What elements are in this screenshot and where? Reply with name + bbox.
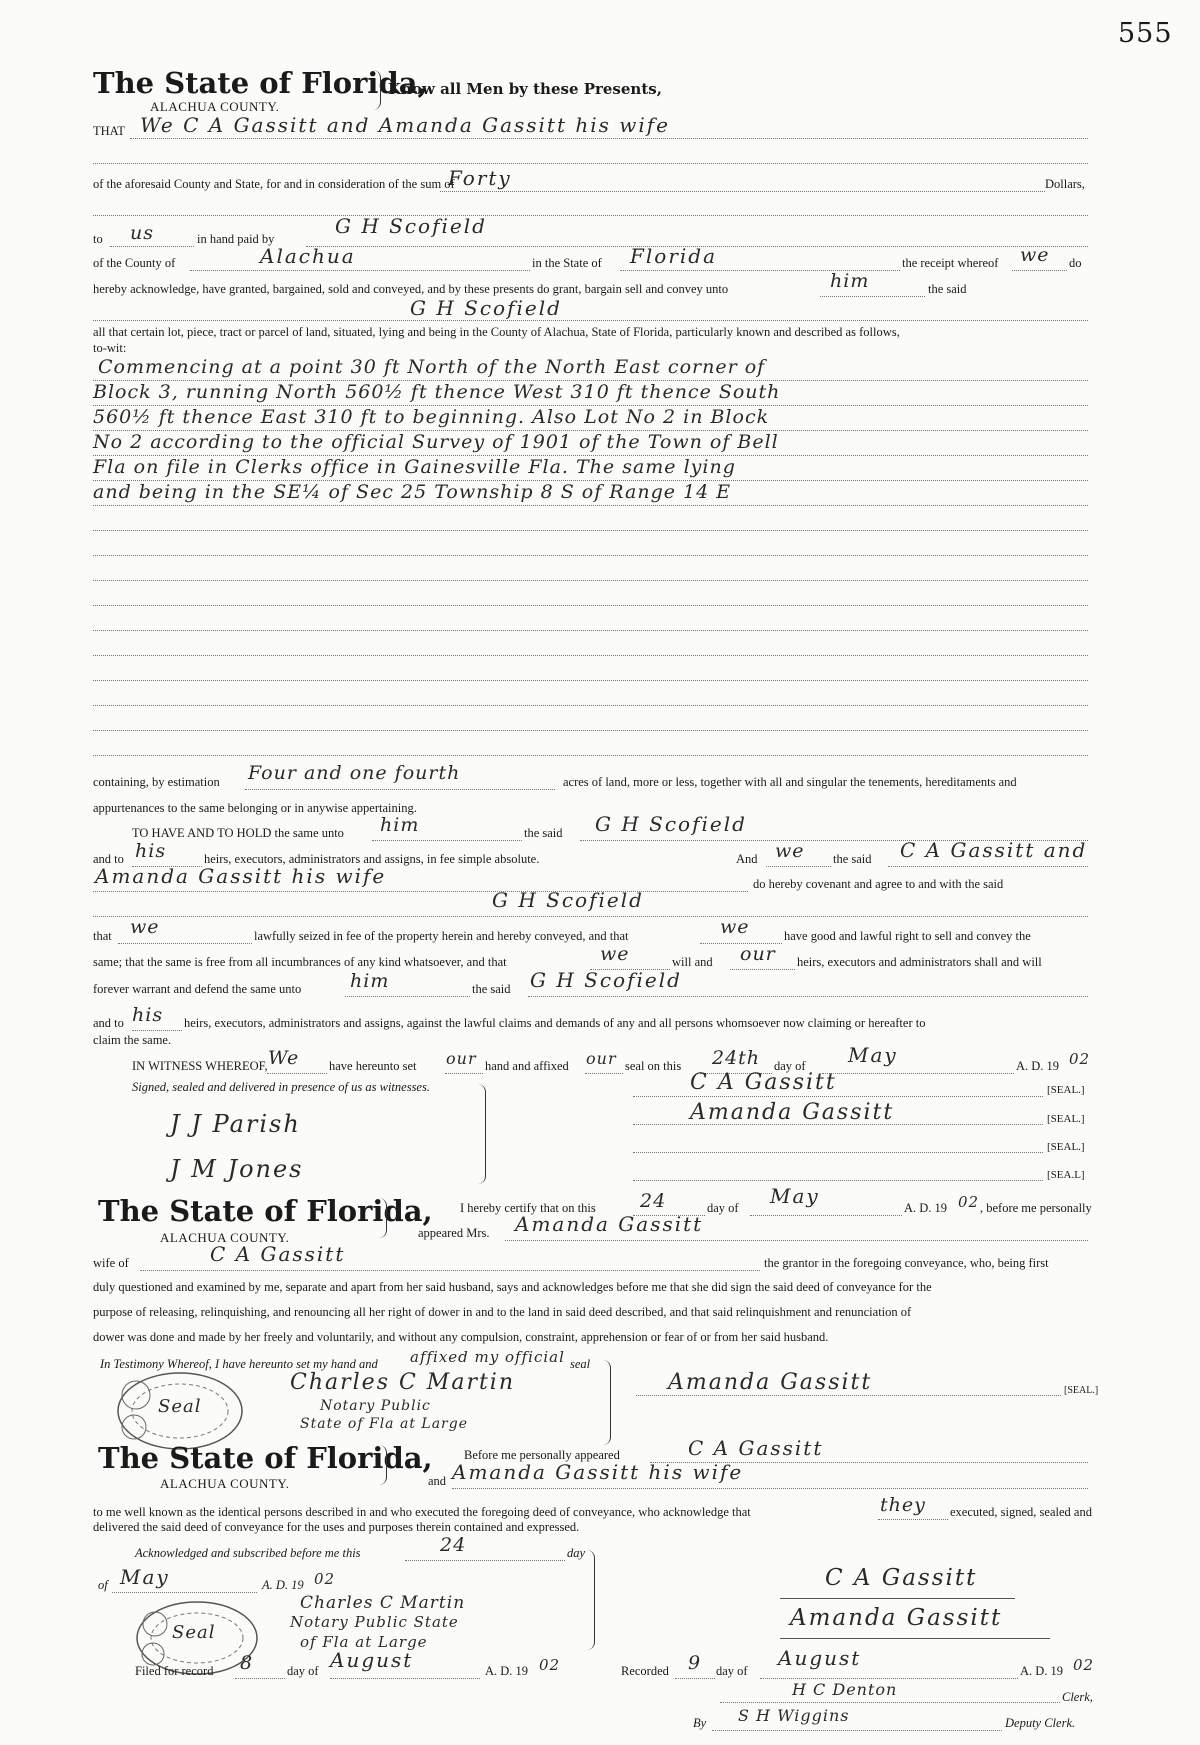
witness-day-handwritten: 24th [712,1047,761,1069]
acknowledge-text: hereby acknowledge, have granted, bargained, sold and conveyed, and by these presents do grant, bargain sell and convey unto [93,282,729,296]
witness-whereof-label: IN WITNESS WHEREOF, [132,1059,268,1073]
grantors-handwritten: We C A Gassitt and Amanda Gassitt his wife [140,113,671,137]
our-handwritten-2: our [586,1049,617,1068]
containing-label: containing, by estimation [93,775,220,789]
wife-of-label: wife of [93,1256,129,1270]
hand-label: hand and affixed [485,1059,569,1073]
covenant-grantee-handwritten: G H Scofield [492,888,644,912]
filed-label: Filed for record [135,1664,214,1678]
grantor-text: the grantor in the foregoing conveyance, who, being first [764,1256,1049,1270]
rec-day-handwritten: 9 [688,1652,702,1674]
habendum-unto-handwritten: him [380,814,420,836]
cert2-ad-label: A. D. 19 [262,1578,304,1592]
all-that-text: all that certain lot, piece, tract or parcel of land, situated, lying and being in the County of Alachua, State of Florida, particularly known and described as follows, [93,325,900,339]
witness-month-handwritten: May [848,1043,898,1067]
notary2-signature: Charles C Martin [300,1593,466,1613]
cert1-brace [378,1198,387,1238]
cert2-of-label: of [98,1578,108,1592]
cert2-and-label: and [428,1474,447,1488]
seal-word: seal [570,1357,591,1371]
good-handwritten: we [720,916,750,938]
ad-label: A. D. 19 [1016,1059,1060,1073]
receipt-label: the receipt whereof [902,256,999,270]
seal-label-2: [SEAL.] [1047,1113,1085,1125]
county-handwritten: Alachua [260,244,356,268]
we-handwritten: we [775,840,805,862]
deputy-signature: S H Wiggins [738,1706,850,1725]
warrant-said-label: the said [472,982,511,996]
the-said-label: the said [928,282,967,296]
signed-in-presence-text: Signed, sealed and delivered in presence of us as witnesses. [132,1080,430,1094]
filed-day-handwritten: 8 [240,1652,254,1674]
day-of-label: day of [774,1059,806,1073]
grantor1-signature: C A Gassitt [690,1070,837,1095]
cert1-signature: Amanda Gassitt [668,1370,873,1395]
witness2-signature: J M Jones [170,1155,304,1183]
affixed-handwritten: affixed my official [410,1348,565,1366]
clerk-label: Clerk, [1062,1690,1093,1704]
sum-handwritten: Forty [448,166,512,190]
rec-month-handwritten: August [778,1646,862,1670]
habendum-label: TO HAVE AND TO HOLD the same unto [132,826,344,840]
our-handwritten: our [740,943,776,965]
appeared-mrs-label: appeared Mrs. [418,1226,490,1240]
warrant-grantee-handwritten: G H Scofield [530,968,682,992]
description-line: Block 3, running North 560½ ft thence West 310 ft thence South [93,381,781,403]
grantors-handwritten-2: C A Gassitt and [900,838,1088,862]
grantors-handwritten-3: Amanda Gassitt his wife [95,864,387,888]
by-label: By [693,1716,707,1730]
county-label-3: ALACHUA COUNTY. [160,1476,290,1491]
in-hand-paid-label: in hand paid by [197,232,275,246]
the-said-label-2: the said [833,852,872,866]
header-brace [372,70,381,110]
rec-ad-label: A. D. 19 [1020,1664,1064,1678]
filed-day-of: day of [287,1664,319,1678]
county-label: ALACHUA COUNTY. [150,99,280,114]
description-line: Commencing at a point 30 ft North of the North East corner of [98,356,766,378]
executed-text: executed, signed, sealed and [950,1505,1092,1519]
they-handwritten: they [880,1494,926,1516]
description-line: 560½ ft thence East 310 ft to beginning. Also Lot No 2 in Block [93,406,770,428]
notary2-state: of Fla at Large [300,1633,428,1651]
notary2-title: Notary Public State [290,1613,459,1631]
seal-label-1: [SEAL.] [1047,1084,1085,1096]
testimony-text: In Testimony Whereof, I have hereunto set my hand and [100,1357,378,1371]
free-text: same; that the same is free from all incumbrances of any kind whatsoever, and that [93,955,507,969]
clerk-signature: H C Denton [792,1680,898,1699]
seal-stamp-2: Seal [172,1622,216,1643]
state-handwritten: Florida [630,244,717,268]
notary1-signature: Charles C Martin [290,1370,516,1395]
cert1-ad-label: A. D. 19 [904,1201,948,1215]
his-handwritten-2: his [132,1004,164,1026]
will-text: heirs, executors and administrators shall and will [797,955,1042,969]
cert1-body-line: dower was done and made by her freely and voluntarily, and without any compulsion, constraint, apprehension or fear of or from her said husband. [93,1330,829,1344]
witness-brace [475,1084,486,1184]
cert2-sig1: C A Gassitt [825,1565,978,1591]
seized-handwritten: we [130,916,160,938]
cert1-day-handwritten: 24 [640,1190,667,1212]
to-handwritten: us [130,222,154,244]
rec-day-of: day of [716,1664,748,1678]
unto-handwritten: him [830,270,870,292]
witness1-signature: J J Parish [170,1110,301,1138]
covenant-text: do hereby covenant and agree to and with the said [753,877,1004,891]
acknowledged-text: Acknowledged and subscribed before me this [135,1546,361,1560]
cert2-year-handwritten: 02 [314,1570,336,1588]
notary1-state: State of Fla at Large [300,1416,468,1432]
his-handwritten: his [135,840,167,862]
payer-handwritten: G H Scofield [335,214,487,238]
known-text: to me well known as the identical persons described in and who executed the foregoing deed of conveyance, who acknowledge that [93,1505,751,1519]
to-label: to [93,232,103,246]
and-label: And [736,852,758,866]
delivered-text: delivered the said deed of conveyance for the uses and purposes therein contained and expressed. [93,1520,580,1534]
receipt-handwritten: we [1020,244,1050,266]
claims-text: heirs, executors, administrators and assigns, against the lawful claims and demands of any and all persons whomsoever now claiming or hereafter to [184,1016,926,1030]
seized-text: lawfully seized in fee of the property herein and hereby conveyed, and that [254,929,629,943]
warrant-unto-handwritten: him [350,970,390,992]
mrs-handwritten: Amanda Gassitt [515,1212,704,1236]
will-label: will and [672,955,713,969]
rec-year-handwritten: 02 [1073,1656,1095,1674]
before-personally-text: , before me personally [980,1201,1092,1215]
certify-text: I hereby certify that on this [460,1201,596,1215]
our-handwritten-1: our [446,1049,477,1068]
acres-handwritten: Four and one fourth [248,762,461,784]
cert1-notary-brace [600,1360,611,1445]
claim-same-text: claim the same. [93,1033,172,1047]
acres-text: acres of land, more or less, together with all and singular the tenements, hereditaments and [563,775,1017,789]
description-line: Fla on file in Clerks office in Gainesville Fla. The same lying [93,456,736,478]
filed-ad-label: A. D. 19 [485,1664,529,1678]
cert1-month-handwritten: May [770,1184,820,1208]
seal-stamp-1: Seal [158,1396,202,1417]
to-wit-label: to-wit: [93,341,127,355]
filed-month-handwritten: August [330,1648,414,1672]
cert1-day-of: day of [707,1201,739,1215]
cert1-body-line: purpose of releasing, relinquishing, and renouncing all her right of dower in and to the land in said deed described, and that said relinquishment and renunciation of [93,1305,912,1319]
witness-we-handwritten: We [268,1047,300,1069]
seal-on-label: seal on this [625,1059,682,1073]
cert1-body-line: duly questioned and examined by me, separate and apart from her said husband, says and acknowledges before me that she did sign the said deed of conveyance for the [93,1280,932,1294]
do-label: do [1069,256,1082,270]
habendum-grantee-handwritten: G H Scofield [595,812,747,836]
deputy-clerk-label: Deputy Clerk. [1005,1716,1076,1730]
cert2-sig2: Amanda Gassitt [790,1605,1003,1631]
that-label-2: that [93,929,112,943]
grantor2-signature: Amanda Gassitt [690,1100,895,1125]
page-number: 555 [1118,18,1173,49]
dollars-label: Dollars, [1045,177,1085,191]
cert2-notary-brace [584,1550,595,1650]
seal-label-4: [SEA.L] [1047,1169,1085,1181]
state-title: The State of Florida, [93,66,428,100]
state-title-3: The State of Florida, [98,1441,433,1475]
husband-handwritten: C A Gassitt [210,1242,346,1266]
cert2-day-label: day [567,1546,586,1560]
cert2-day-handwritten: 24 [440,1534,467,1556]
cert2-person1-handwritten: C A Gassitt [688,1436,824,1460]
that-label: THAT [93,124,125,138]
notary1-title: Notary Public [320,1398,431,1414]
cert1-year-handwritten: 02 [958,1193,980,1211]
cert2-brace [378,1445,387,1485]
set-label: have hereunto set [329,1059,417,1073]
county-label-2: ALACHUA COUNTY. [160,1230,290,1245]
good-text: have good and lawful right to sell and convey the [784,929,1031,943]
cert2-month-handwritten: May [120,1565,170,1589]
warrant-text: forever warrant and defend the same unto [93,982,302,996]
description-line: and being in the SE¼ of Sec 25 Township 8 S of Range 14 E [93,481,732,503]
description-line: No 2 according to the official Survey of 1901 of the Town of Bell [93,431,779,453]
and-to-label-2: and to [93,1016,124,1030]
consideration-text: of the aforesaid County and State, for and in consideration of the sum of [93,177,455,191]
heirs-text: heirs, executors, administrators and assigns, in fee simple absolute. [204,852,540,866]
of-county-label: of the County of [93,256,176,270]
cert1-seal-label: [SEAL.] [1064,1385,1099,1396]
state-title-2: The State of Florida, [98,1194,433,1228]
witness-year-handwritten: 02 [1069,1050,1091,1068]
know-all-men-heading: Know all Men by these Presents, [388,80,662,98]
grantee-handwritten: G H Scofield [410,296,562,320]
cert2-before-text: Before me personally appeared [464,1448,620,1462]
recorded-label: Recorded [621,1664,669,1678]
habendum-said-label: the said [524,826,563,840]
cert2-person2-handwritten: Amanda Gassitt his wife [452,1460,744,1484]
in-state-label: in the State of [532,256,602,270]
will-handwritten: we [600,943,630,965]
appurtenances-text: appurtenances to the same belonging or in anywise appertaining. [93,801,417,815]
and-to-label: and to [93,852,124,866]
filed-year-handwritten: 02 [539,1656,561,1674]
seal-label-3: [SEAL.] [1047,1141,1085,1153]
